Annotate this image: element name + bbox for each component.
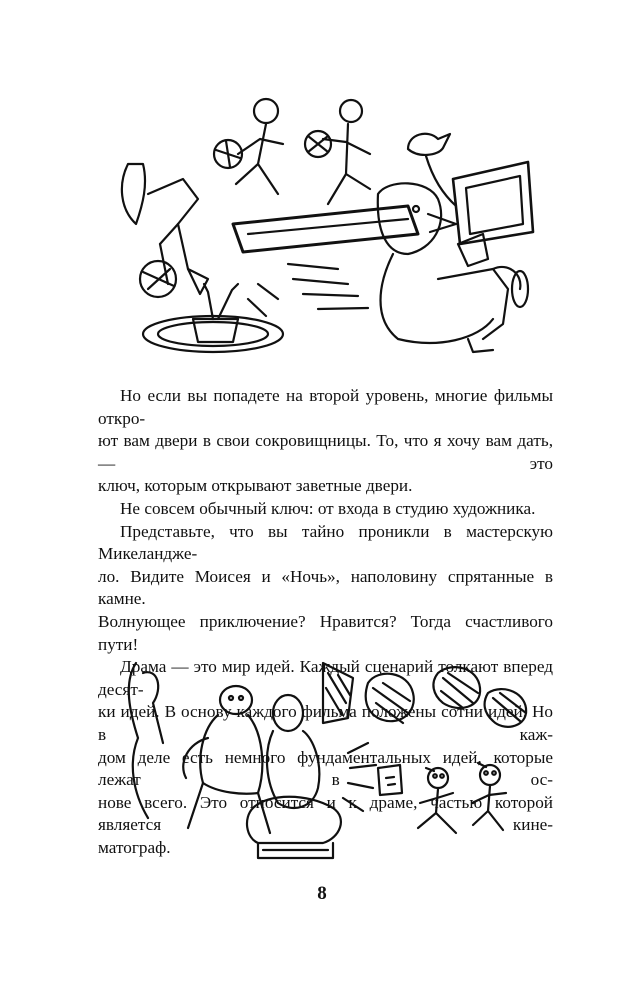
paragraph [98,521,553,657]
text-line: Представьте, что вы тайно проникли в мастерскую Микеландже- [98,521,553,564]
text-line: нове всего. Это относится и к драме, частью которой является кине- [98,792,553,835]
top-illustration [108,84,538,366]
text-line: Волнующее приключение? Нравится? Тогда счастливого пути! [98,611,553,654]
paragraph [98,498,553,521]
text-line: матограф. [98,837,171,857]
text-line: ло. Видите Моисея и «Ночь», наполовину спрятанные в камне. [98,566,553,609]
sculptures-drawing [108,643,540,865]
text-line: Не совсем обычный ключ: от входа в студию художника. [120,498,536,518]
text-line: ки идей. В основу каждого фильма положены сотни идей. Но в каж- [98,702,553,744]
text-line: Драма — это мир идей. Каждый сценарий толкают вперед десят- [98,657,553,699]
text-line: дом деле есть немного фундаментальных идей, которые лежат в ос- [98,747,553,790]
paragraph [98,385,553,498]
text-line: ключ, которым открывают заветные двери. [98,476,413,496]
text-line: Но если вы попадете на второй уровень, многие фильмы откро- [98,386,553,428]
bottom-illustration [108,643,540,865]
page-number: 8 [317,883,327,904]
text-line: ют вам двери в свои сокровищницы. То, что я хочу вам дать, — это [98,431,553,473]
cartoon-characters-drawing [108,84,538,366]
